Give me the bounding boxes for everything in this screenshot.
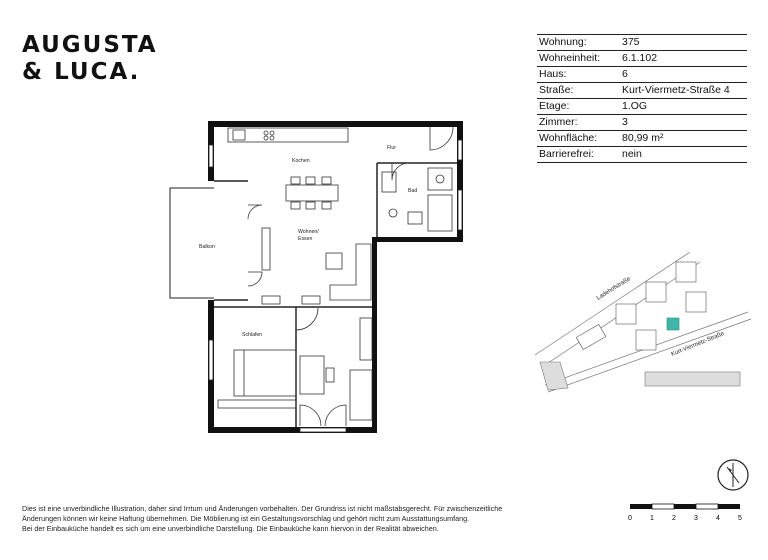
info-key: Etage: [539,100,570,112]
scale-label: 4 [716,515,720,522]
room-label-flur: Flur [387,145,396,151]
info-key: Wohnfläche: [539,132,598,144]
disclaimer-line: Dies ist eine unverbindliche Illustration, daher sind Irrtum und Änderungen vorbehalten. Der Grundriss ist nicht maßstabsgerecht. Für zwischenzeitliche [22,504,503,513]
info-value: 80,99 m² [622,132,664,144]
scale-label: 5 [738,515,742,522]
info-value: 375 [622,36,640,48]
room-label-bad: Bad [408,188,418,194]
info-key: Zimmer: [539,116,578,128]
info-key: Haus: [539,68,567,80]
info-key: Barrierefrei: [539,148,594,160]
info-value: 1.OG [622,100,648,112]
street-label-ladehof: Ladehofstraße [595,276,632,302]
info-value: Kurt-Viermetz-Straße 4 [622,84,730,96]
info-value: 6.1.102 [622,52,658,64]
info-value: 6 [622,68,628,80]
disclaimer-line: Bei der Einbauküche handelt es sich um eine unverbindliche Darstellung. Die Einbauküche kann hiervon in der Realität abweichen. [22,524,439,533]
info-key: Wohneinheit: [539,52,601,64]
scale-bar [628,500,748,530]
north-arrow-icon [716,458,750,497]
street-label-kurt-viermetz: Kurt-Viermetz-Straße [670,331,726,358]
highlight-building [667,318,679,330]
room-label-wohnen-2: Essen [298,236,313,242]
scale-label: 1 [650,515,654,522]
room-label-kochen: Kochen [292,158,310,164]
info-value: 3 [622,116,628,128]
site-plan [535,252,751,392]
brand-line-1: AUGUSTA [22,32,158,58]
scale-label: 0 [628,515,632,522]
info-key: Wohnung: [539,36,587,48]
scale-label: 2 [672,515,676,522]
room-label-balkon: Balkon [199,244,215,250]
info-key: Straße: [539,84,574,96]
disclaimer-line: Änderungen können wir keine Haftung übernehmen. Die Möblierung ist ein Gestaltungsvorschlag und gehört nicht zum Ausstattungsumfang. [22,514,470,523]
room-label-schlafen: Schlafen [242,332,263,338]
scale-label: 3 [694,515,698,522]
brand-line-2: & LUCA. [22,59,141,85]
info-value: nein [622,148,642,160]
disclaimer [22,504,582,534]
room-label-wohnen-1: Wohnen/ [298,229,319,235]
